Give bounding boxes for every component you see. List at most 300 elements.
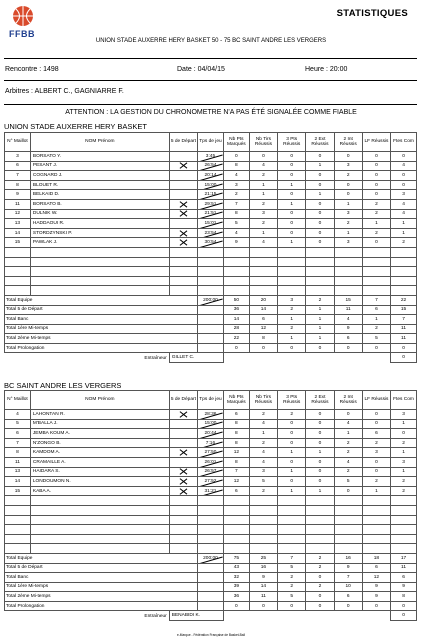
table-row xyxy=(5,448,417,458)
e2-cell: 0 xyxy=(306,429,334,439)
p3-cell: 0 xyxy=(278,171,306,181)
nom-cell: LAHONTAN R. xyxy=(30,410,169,420)
e2-cell: 1 xyxy=(306,190,334,200)
pts-cell: 12 xyxy=(223,477,249,487)
header-row xyxy=(5,133,417,152)
i2-cell: 2 xyxy=(334,448,362,458)
total-label: Total 2ème Mi-temps xyxy=(5,334,198,344)
pts-cell: 6 xyxy=(223,486,249,496)
pts-header: Nb Pts Marqués xyxy=(223,391,249,410)
empty-cell xyxy=(5,276,31,286)
total-label: Total Banc xyxy=(5,315,198,325)
empty-cell xyxy=(223,257,249,267)
tps-cell xyxy=(198,467,224,477)
empty-cell xyxy=(278,267,306,277)
p3-cell: 2 xyxy=(278,573,306,583)
e2-cell: 2 xyxy=(306,563,334,573)
tirs-cell: 1 xyxy=(249,180,277,190)
lf-cell: 0 xyxy=(362,601,390,611)
ftes-cell: 11 xyxy=(391,334,417,344)
ftes-cell: 0 xyxy=(391,171,417,181)
empty-cell xyxy=(198,534,224,544)
empty-cell xyxy=(223,247,249,257)
empty-cell xyxy=(278,505,306,515)
empty-cell xyxy=(362,353,390,363)
tps-value: 200:00 xyxy=(198,556,223,561)
tps-cell xyxy=(198,486,224,496)
ftes-cell: 2 xyxy=(391,477,417,487)
maillot-cell: 13 xyxy=(5,219,31,229)
empty-cell xyxy=(362,286,390,296)
depart-cell xyxy=(169,152,197,162)
p3-cell: 1 xyxy=(278,315,306,325)
table-row xyxy=(5,152,417,162)
ftes-cell: 15 xyxy=(391,305,417,315)
p3-cell: 2 xyxy=(278,324,306,334)
tps-cell xyxy=(198,324,224,334)
ftes-cell: 1 xyxy=(391,419,417,429)
total-row xyxy=(5,324,417,334)
lf-cell: 2 xyxy=(362,209,390,219)
total-row xyxy=(5,563,417,573)
tps-cell xyxy=(198,553,224,563)
e2-cell: 1 xyxy=(306,486,334,496)
lf-cell: 0 xyxy=(362,190,390,200)
lf-cell: 0 xyxy=(362,343,390,353)
pts-cell: 8 xyxy=(223,438,249,448)
tirs-cell: 4 xyxy=(249,161,277,171)
empty-cell xyxy=(362,247,390,257)
tirs-cell: 2 xyxy=(249,219,277,229)
i2-header: 2 Int Réussis xyxy=(334,133,362,152)
tirs-cell: 2 xyxy=(249,171,277,181)
depart-cell xyxy=(169,238,197,248)
empty-cell xyxy=(334,515,362,525)
empty-cell xyxy=(5,534,31,544)
empty-cell xyxy=(334,247,362,257)
lf-cell: 0 xyxy=(362,171,390,181)
entraineur-row xyxy=(5,353,417,363)
lf-cell: 2 xyxy=(362,477,390,487)
empty-cell xyxy=(223,353,249,363)
tps-cell xyxy=(198,592,224,602)
tps-cell xyxy=(198,161,224,171)
total-label: Total Banc xyxy=(5,573,198,583)
tirs-cell: 14 xyxy=(249,305,277,315)
table-row xyxy=(5,419,417,429)
i2-cell: 0 xyxy=(334,486,362,496)
empty-cell xyxy=(223,515,249,525)
empty-row xyxy=(5,505,417,515)
pts-cell: 0 xyxy=(223,152,249,162)
lf-header: LF Réussis xyxy=(362,133,390,152)
empty-cell xyxy=(30,286,169,296)
nom-cell: PESANT J. xyxy=(30,161,169,171)
empty-cell xyxy=(306,496,334,506)
lf-cell: 0 xyxy=(362,161,390,171)
tps-value: 200:00 xyxy=(198,298,223,303)
p3-cell: 0 xyxy=(278,152,306,162)
empty-cell xyxy=(249,257,277,267)
lf-header: LF Réussis xyxy=(362,391,390,410)
i2-cell: 3 xyxy=(334,161,362,171)
tps-cell xyxy=(198,563,224,573)
nom-header: NOM Prénom xyxy=(30,133,169,152)
empty-cell xyxy=(30,505,169,515)
empty-cell xyxy=(5,247,31,257)
ftes-cell: 2 xyxy=(391,438,417,448)
empty-cell xyxy=(334,276,362,286)
p3-header: 3 Pts Réussis xyxy=(278,391,306,410)
empty-cell xyxy=(198,247,224,257)
total-row xyxy=(5,343,417,353)
empty-cell xyxy=(334,544,362,554)
empty-cell xyxy=(278,257,306,267)
empty-cell xyxy=(334,286,362,296)
i2-cell: 9 xyxy=(334,324,362,334)
tps-value: 21:15 xyxy=(198,192,223,197)
empty-cell xyxy=(223,505,249,515)
maillot-cell: 8 xyxy=(5,180,31,190)
empty-cell xyxy=(223,534,249,544)
i2-cell: 0 xyxy=(334,190,362,200)
tps-value: 27:50 xyxy=(198,450,223,455)
empty-cell xyxy=(391,544,417,554)
maillot-cell: 13 xyxy=(5,467,31,477)
table-row xyxy=(5,238,417,248)
tirs-cell: 9 xyxy=(249,573,277,583)
ftes-cell: 0 xyxy=(391,180,417,190)
p3-cell: 0 xyxy=(278,438,306,448)
i2-cell: 7 xyxy=(334,573,362,583)
empty-row xyxy=(5,276,417,286)
tps-value: 3:45 xyxy=(198,154,223,159)
tps-value: 27:52 xyxy=(198,479,223,484)
total-row xyxy=(5,573,417,583)
nom-cell: KABA A. xyxy=(30,486,169,496)
lf-cell: 6 xyxy=(362,429,390,439)
empty-cell xyxy=(249,267,277,277)
empty-cell xyxy=(362,276,390,286)
date-label: Date : 04/04/15 xyxy=(177,66,225,73)
empty-cell xyxy=(5,505,31,515)
p3-cell: 1 xyxy=(278,199,306,209)
i2-cell: 4 xyxy=(334,315,362,325)
tps-cell xyxy=(198,295,224,305)
p3-cell: 0 xyxy=(278,190,306,200)
empty-cell xyxy=(249,525,277,535)
ftes-cell: 8 xyxy=(391,592,417,602)
ftes-cell: 6 xyxy=(391,573,417,583)
ftes-cell: 3 xyxy=(391,410,417,420)
tps-value: 7:16 xyxy=(198,441,223,446)
empty-cell xyxy=(169,257,197,267)
table-row xyxy=(5,161,417,171)
lf-cell: 1 xyxy=(362,486,390,496)
e2-cell: 2 xyxy=(306,295,334,305)
ftes-cell: 2 xyxy=(391,238,417,248)
tirs-cell: 2 xyxy=(249,486,277,496)
pts-cell: 22 xyxy=(223,334,249,344)
tirs-cell: 0 xyxy=(249,152,277,162)
empty-cell xyxy=(334,257,362,267)
maillot-cell: 7 xyxy=(5,171,31,181)
table-row xyxy=(5,190,417,200)
empty-cell xyxy=(334,505,362,515)
empty-cell xyxy=(169,496,197,506)
empty-cell xyxy=(223,276,249,286)
empty-cell xyxy=(391,267,417,277)
maillot-cell: 6 xyxy=(5,161,31,171)
tps-value: 31:21 xyxy=(198,489,223,494)
lf-cell: 12 xyxy=(362,573,390,583)
i2-cell: 0 xyxy=(334,601,362,611)
empty-cell xyxy=(306,544,334,554)
header-row xyxy=(5,391,417,410)
tps-cell xyxy=(198,457,224,467)
lf-cell: 18 xyxy=(362,553,390,563)
ftes-cell: 2 xyxy=(391,486,417,496)
p3-cell: 1 xyxy=(278,180,306,190)
depart-cell xyxy=(169,438,197,448)
p3-cell: 1 xyxy=(278,467,306,477)
empty-cell xyxy=(249,276,277,286)
i2-cell: 2 xyxy=(334,467,362,477)
lf-cell: 2 xyxy=(362,438,390,448)
ftes-cell: 3 xyxy=(391,190,417,200)
table-row xyxy=(5,180,417,190)
tps-value: 26:57 xyxy=(198,469,223,474)
empty-cell xyxy=(362,257,390,267)
entraineur-ftes: 0 xyxy=(391,353,417,363)
depart-header: 5 de Départ xyxy=(169,133,197,152)
pts-cell: 9 xyxy=(223,238,249,248)
tps-cell xyxy=(198,180,224,190)
empty-cell xyxy=(5,515,31,525)
tps-cell xyxy=(198,171,224,181)
tirs-cell: 11 xyxy=(249,592,277,602)
e2-cell: 0 xyxy=(306,152,334,162)
nom-cell: N'ZONGO B. xyxy=(30,438,169,448)
ftes-cell: 1 xyxy=(391,467,417,477)
pts-cell: 8 xyxy=(223,429,249,439)
e2-cell: 0 xyxy=(306,219,334,229)
empty-cell xyxy=(223,544,249,554)
i2-cell: 11 xyxy=(334,305,362,315)
empty-cell xyxy=(223,525,249,535)
depart-cell xyxy=(169,209,197,219)
pts-cell: 39 xyxy=(223,582,249,592)
maillot-cell: 5 xyxy=(5,419,31,429)
empty-cell xyxy=(30,276,169,286)
maillot-cell: 6 xyxy=(5,429,31,439)
maillot-cell: 14 xyxy=(5,477,31,487)
e2-cell: 1 xyxy=(306,448,334,458)
tps-cell xyxy=(198,343,224,353)
pts-header: Nb Pts Marqués xyxy=(223,133,249,152)
empty-cell xyxy=(198,544,224,554)
lf-cell: 7 xyxy=(362,295,390,305)
depart-cell xyxy=(169,410,197,420)
empty-cell xyxy=(306,515,334,525)
nom-cell: BORSATO B. xyxy=(30,199,169,209)
empty-row xyxy=(5,525,417,535)
p3-cell: 0 xyxy=(278,161,306,171)
total-row xyxy=(5,305,417,315)
empty-row xyxy=(5,247,417,257)
e2-cell: 0 xyxy=(306,601,334,611)
empty-cell xyxy=(306,505,334,515)
pts-cell: 8 xyxy=(223,457,249,467)
pts-cell: 50 xyxy=(223,295,249,305)
p3-cell: 0 xyxy=(278,457,306,467)
empty-cell xyxy=(362,525,390,535)
ftes-cell: 0 xyxy=(391,429,417,439)
tps-header: Tps de jeu xyxy=(198,133,224,152)
arbitres-label: Arbitres : ALBERT C., GAGNIARRE F. xyxy=(5,88,124,95)
p3-cell: 2 xyxy=(278,410,306,420)
lf-cell: 1 xyxy=(362,219,390,229)
tps-cell xyxy=(198,582,224,592)
total-label: Total 1ère Mi-temps xyxy=(5,582,198,592)
tirs-cell: 4 xyxy=(249,457,277,467)
empty-cell xyxy=(30,247,169,257)
e2-cell: 0 xyxy=(306,573,334,583)
empty-cell xyxy=(169,286,197,296)
empty-cell xyxy=(169,534,197,544)
ftes-cell: 17 xyxy=(391,553,417,563)
total-label: Total 2ème Mi-temps xyxy=(5,592,198,602)
i2-cell: 3 xyxy=(334,209,362,219)
empty-cell xyxy=(223,611,249,621)
empty-cell xyxy=(169,544,197,554)
total-label: Total Prolongation xyxy=(5,601,198,611)
i2-cell: 1 xyxy=(334,228,362,238)
empty-cell xyxy=(30,544,169,554)
p3-cell: 2 xyxy=(278,582,306,592)
e2-cell: 1 xyxy=(306,305,334,315)
i2-cell: 0 xyxy=(334,180,362,190)
empty-cell xyxy=(306,286,334,296)
lf-cell: 6 xyxy=(362,305,390,315)
tirs-cell: 6 xyxy=(249,315,277,325)
p3-cell: 7 xyxy=(278,553,306,563)
p3-cell: 0 xyxy=(278,601,306,611)
tps-value: 29:51 xyxy=(198,202,223,207)
e2-header: 2 Ext Réussis xyxy=(306,391,334,410)
empty-row xyxy=(5,257,417,267)
empty-cell xyxy=(198,515,224,525)
nom-cell: LONDOUMON N. xyxy=(30,477,169,487)
maillot-cell: 15 xyxy=(5,238,31,248)
ftes-cell: 4 xyxy=(391,161,417,171)
divider xyxy=(4,104,417,105)
ftes-cell: 7 xyxy=(391,315,417,325)
depart-cell xyxy=(169,180,197,190)
total-row xyxy=(5,334,417,344)
i2-cell: 2 xyxy=(334,171,362,181)
empty-cell xyxy=(169,525,197,535)
empty-cell xyxy=(169,247,197,257)
lf-cell: 2 xyxy=(362,228,390,238)
e2-cell: 0 xyxy=(306,410,334,420)
empty-cell xyxy=(391,286,417,296)
depart-cell xyxy=(169,429,197,439)
i2-cell: 9 xyxy=(334,563,362,573)
tps-cell xyxy=(198,190,224,200)
tirs-cell: 4 xyxy=(249,419,277,429)
tps-cell xyxy=(198,152,224,162)
depart-cell xyxy=(169,448,197,458)
ftes-cell: 9 xyxy=(391,582,417,592)
starter-cross-icon xyxy=(178,201,188,208)
ftes-cell: 0 xyxy=(391,152,417,162)
empty-cell xyxy=(5,286,31,296)
ftes-header: Ftes Com xyxy=(391,133,417,152)
tirs-cell: 5 xyxy=(249,477,277,487)
table-row xyxy=(5,429,417,439)
empty-row xyxy=(5,544,417,554)
entraineur-name: BENABIDI K. xyxy=(169,611,223,621)
tps-cell xyxy=(198,219,224,229)
pts-cell: 7 xyxy=(223,199,249,209)
tirs-cell: 1 xyxy=(249,190,277,200)
empty-cell xyxy=(362,496,390,506)
i2-cell: 0 xyxy=(334,410,362,420)
tps-cell xyxy=(198,573,224,583)
p3-cell: 1 xyxy=(278,448,306,458)
e2-cell: 0 xyxy=(306,419,334,429)
empty-cell xyxy=(306,534,334,544)
maillot-header: N° Maillot xyxy=(5,133,31,152)
tirs-cell: 8 xyxy=(249,334,277,344)
ftes-cell: 11 xyxy=(391,563,417,573)
table-row xyxy=(5,171,417,181)
depart-cell xyxy=(169,228,197,238)
p3-cell: 3 xyxy=(278,295,306,305)
total-label: Total 5 de Départ xyxy=(5,563,198,573)
empty-cell xyxy=(249,353,277,363)
p3-cell: 5 xyxy=(278,592,306,602)
p3-cell: 0 xyxy=(278,419,306,429)
starter-cross-icon xyxy=(178,468,188,475)
tps-value: 20:14 xyxy=(198,173,223,178)
empty-cell xyxy=(30,267,169,277)
table-row xyxy=(5,209,417,219)
tps-value: 23:54 xyxy=(198,231,223,236)
empty-cell xyxy=(5,267,31,277)
table-row xyxy=(5,410,417,420)
nom-cell: STORDZYNSKI P. xyxy=(30,228,169,238)
rencontre-label: Rencontre : 1498 xyxy=(5,66,59,73)
empty-cell xyxy=(362,515,390,525)
lf-cell: 0 xyxy=(362,457,390,467)
depart-cell xyxy=(169,457,197,467)
e2-cell: 0 xyxy=(306,438,334,448)
lf-cell: 2 xyxy=(362,199,390,209)
i2-cell: 6 xyxy=(334,334,362,344)
empty-cell xyxy=(198,267,224,277)
pts-cell: 75 xyxy=(223,553,249,563)
lf-cell: 1 xyxy=(362,315,390,325)
empty-cell xyxy=(169,267,197,277)
i2-cell: 4 xyxy=(334,457,362,467)
empty-cell xyxy=(334,496,362,506)
tps-cell xyxy=(198,429,224,439)
starter-cross-icon xyxy=(178,239,188,246)
e2-cell: 1 xyxy=(306,161,334,171)
starter-cross-icon xyxy=(178,162,188,169)
